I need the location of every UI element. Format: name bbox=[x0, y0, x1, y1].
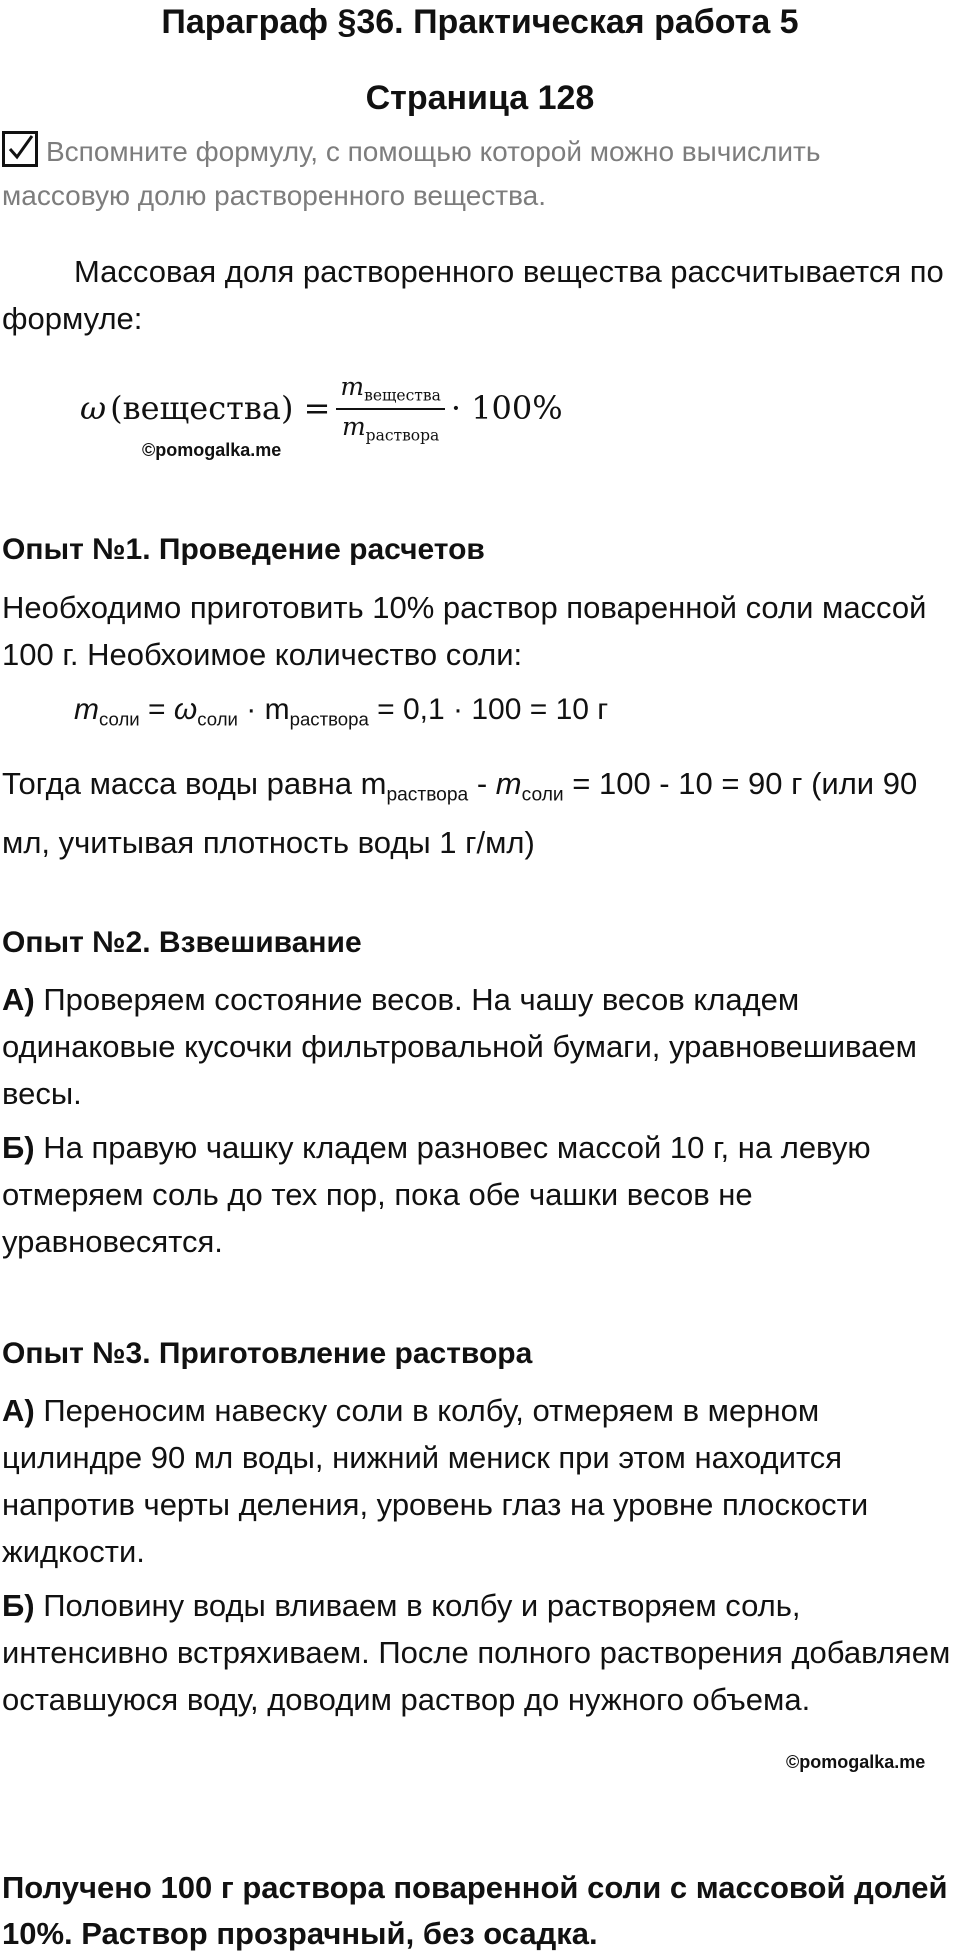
task-text: Вспомните формулу, с помощью которой можно вычислить массовую долю растворенного вещества. bbox=[2, 136, 821, 211]
formula-omega: ω bbox=[80, 389, 107, 428]
page-title: Параграф §36. Практическая работа 5 bbox=[161, 3, 799, 41]
exp2-step-a: А) Проверяем состояние весов. На чашу весов кладем одинаковые кусочки фильтровальной бумаги, уравновешиваем весы. bbox=[2, 982, 917, 1111]
mass-fraction-formula bbox=[80, 372, 563, 445]
exp1-heading: Опыт №1. Проведение расчетов bbox=[2, 533, 485, 566]
page-number-heading: Страница 128 bbox=[365, 79, 595, 117]
task-question bbox=[2, 130, 952, 218]
checkmark-icon bbox=[2, 131, 38, 167]
intro-text: Массовая доля растворенного вещества рассчитывается по формуле: bbox=[2, 254, 944, 336]
formula-denominator: $m_{раствора}$ bbox=[341, 412, 440, 445]
formula-numerator: $m_{вещества}$ bbox=[336, 372, 444, 410]
watermark-bottom: ©pomogalka.me bbox=[786, 1752, 926, 1772]
exp1-water-text: Тогда масса воды равна $m_{раствора} - m_{соли} = 100 - 10 = 90$ г (или 90 мл, учитывая плотность воды 1 г/мл) bbox=[2, 766, 918, 860]
exp2-step-b: Б) На правую чашку кладем разновес массой 10 г, на левую отмеряем соль до тех пор, пока обе чашки весов не уравновесятся. bbox=[2, 1130, 871, 1259]
watermark: ©pomogalka.me bbox=[142, 440, 282, 460]
exp2-heading: Опыт №2. Взвешивание bbox=[2, 926, 362, 959]
formula-tail: · 100% bbox=[450, 389, 563, 428]
exp3-heading: Опыт №3. Приготовление раствора bbox=[2, 1337, 533, 1370]
formula-lhs: (вещества) = bbox=[110, 389, 331, 428]
conclusion-text: Получено 100 г раствора поваренной соли с массовой долей 10%. Раствор прозрачный, без осадка. bbox=[2, 1870, 948, 1951]
exp3-step-a: А) Переносим навеску соли в колбу, отмеряем в мерном цилиндре 90 мл воды, нижний мениск при этом находится напротив черты деления, уровень глаз на уровне плоскости жидкости. bbox=[2, 1393, 869, 1569]
exp1-equation: $m_{соли} = \omega_{соли} \cdot m_{раствора} = 0,1 \cdot 100 = 10$ г bbox=[74, 693, 609, 730]
exp1-text: Необходимо приготовить 10% раствор поваренной соли массой 100 г. Необхоимое количество соли: bbox=[2, 590, 927, 672]
formula-fraction bbox=[336, 372, 444, 445]
exp3-step-b: Б) Половину воды вливаем в колбу и растворяем соль, интенсивно встряхиваем. После полного растворения добавляем оставшуюся воду, доводим раствор до нужного объема. bbox=[2, 1588, 951, 1717]
